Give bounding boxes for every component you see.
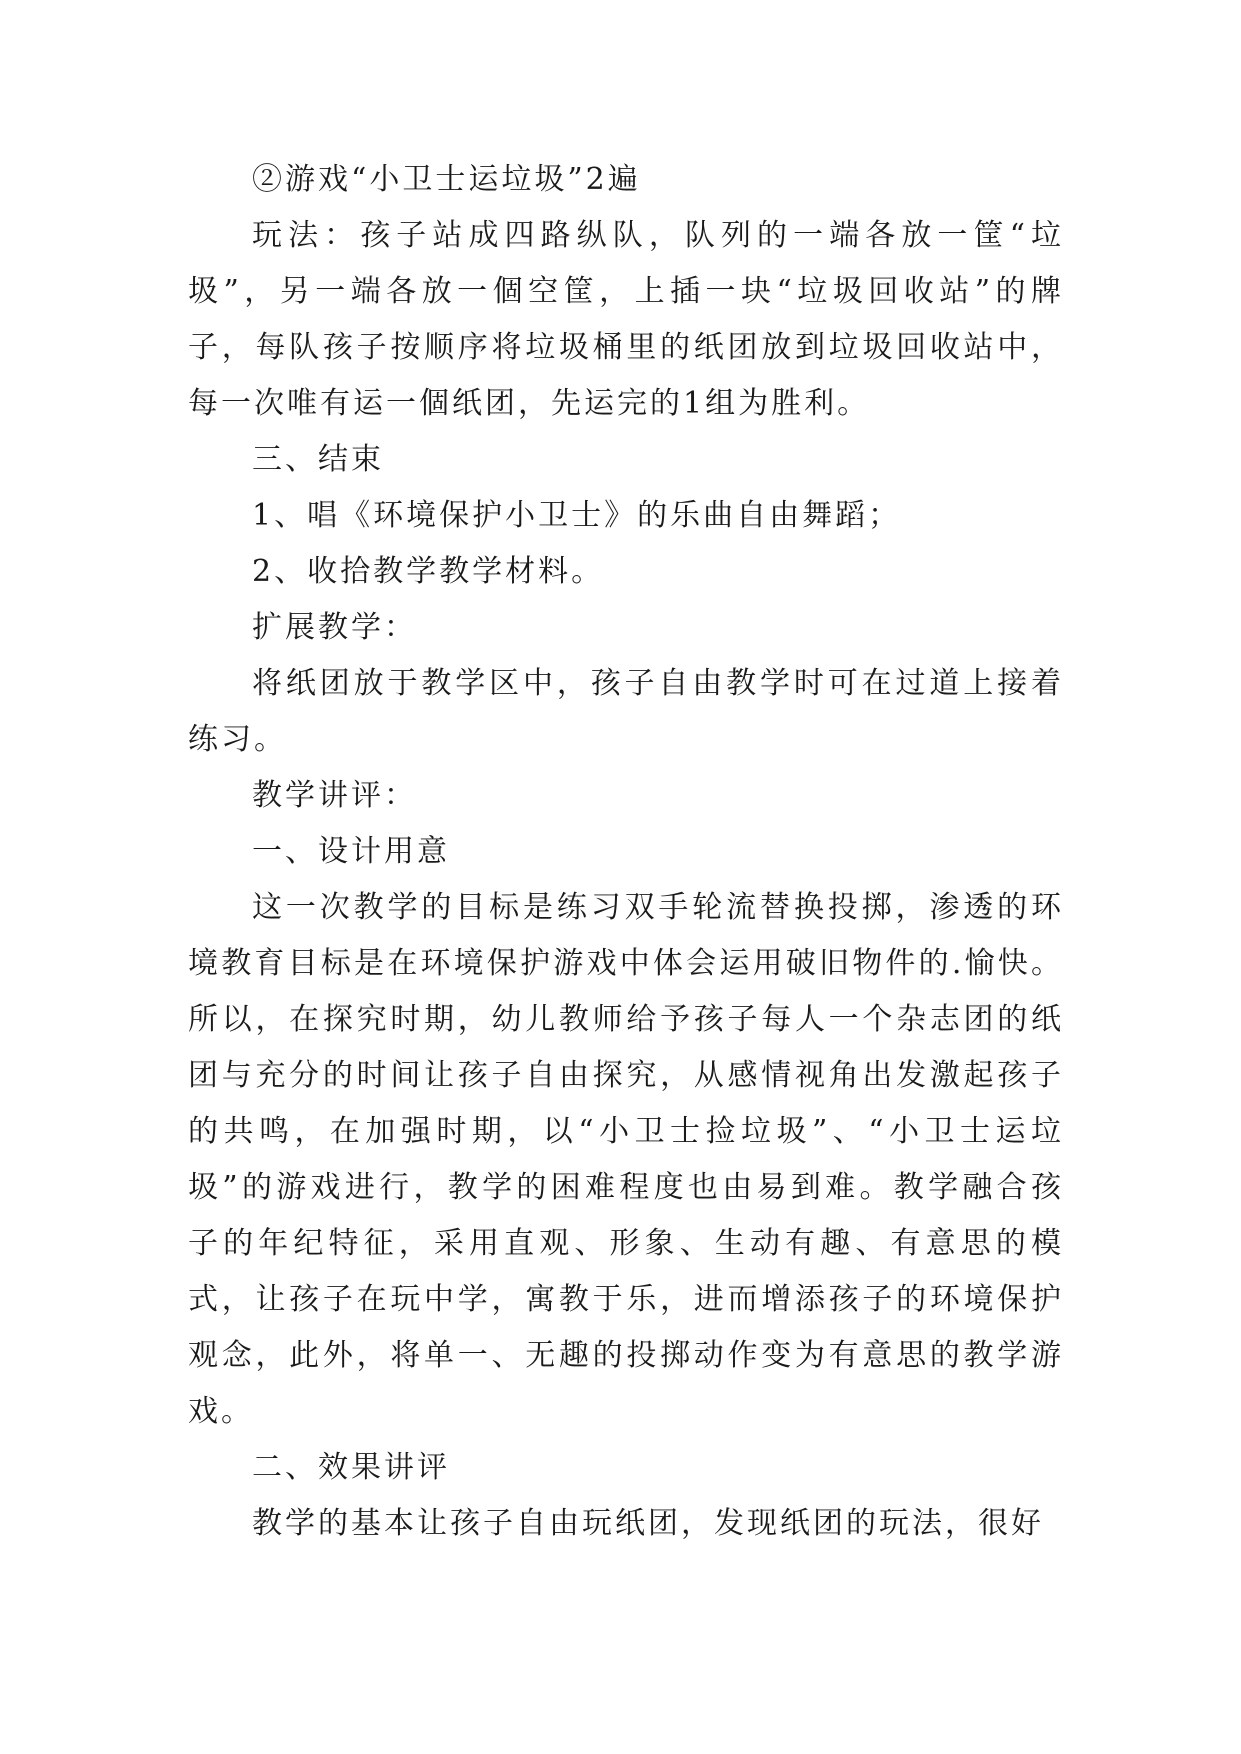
paragraph-ending-step-1: 1、唱《环境保护小卫士》的乐曲自由舞蹈； — [252, 498, 902, 533]
paragraph-ending-step-2: 2、收拾教学教学材料。 — [252, 554, 605, 589]
section-heading-review: 教学讲评： — [252, 778, 417, 813]
paragraph-effect-review: 教学的基本让孩子自由玩纸团，发现纸团的玩法，很好 — [252, 1506, 1044, 1541]
section-heading-ending: 三、结束 — [252, 442, 384, 477]
document-body — [188, 152, 1064, 1552]
section-heading-extension: 扩展教学： — [252, 610, 417, 645]
paragraph-game-title: ②游戏“小卫士运垃圾”2遍 — [252, 162, 641, 197]
paragraph-game-rules: 玩法：孩子站成四路纵队，队列的一端各放一筐“垃圾”，另一端各放一個空筐，上插一块“垃圾回收站”的牌子，每队孩子按顺序将垃圾桶里的纸团放到垃圾回收站中，每一次唯有运一個纸团，先运完的1组为胜利。 — [188, 218, 1064, 421]
section-heading-design-intent: 一、设计用意 — [252, 834, 450, 869]
paragraph-design-intent: 这一次教学的目标是练习双手轮流替换投掷，渗透的环境教育目标是在环境保护游戏中体会运用破旧物件的.愉快。所以，在探究时期，幼儿教师给予孩子每人一个杂志团的纸团与充分的时间让孩子自由探究，从感情视角出发激起孩子的共鸣，在加强时期，以“小卫士捡垃圾”、“小卫士运垃圾”的游戏进行，教学的困难程度也由易到难。教学融合孩子的年纪特征，采用直观、形象、生动有趣、有意思的模式，让孩子在玩中学，寓教于乐，进而增添孩子的环境保护观念，此外，将单一、无趣的投掷动作变为有意思的教学游戏。 — [188, 890, 1064, 1429]
section-heading-effect-review: 二、效果讲评 — [252, 1450, 450, 1485]
paragraph-extension: 将纸团放于教学区中，孩子自由教学时可在过道上接着练习。 — [188, 666, 1064, 757]
